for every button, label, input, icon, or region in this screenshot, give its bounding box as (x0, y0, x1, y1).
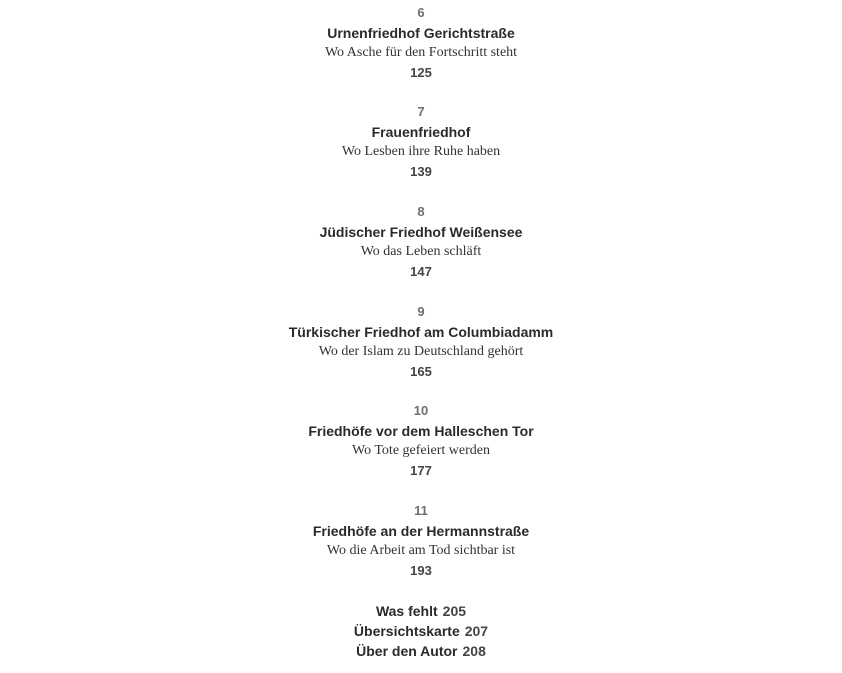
chapter-number: 10 (413, 403, 429, 418)
chapter-title: Urnenfriedhof Gerichtstraße (327, 25, 515, 41)
chapter-number: 9 (417, 304, 425, 319)
chapter-page-number: 147 (410, 264, 432, 279)
entry-page-number: 207 (464, 623, 489, 639)
chapter-title: Jüdischer Friedhof Weißensee (319, 224, 523, 240)
entry-label: Übersichtskarte (353, 623, 460, 639)
chapter-subtitle: Wo das Leben schläft (360, 244, 482, 259)
chapter-subtitle: Wo der Islam zu Deutschland gehört (318, 344, 524, 359)
chapter-page-number: 165 (410, 364, 432, 379)
entry-label: Was fehlt (375, 603, 438, 619)
chapter-title: Friedhöfe an der Hermannstraße (312, 523, 530, 539)
toc-entry-uebersichtskarte[interactable] (0, 621, 842, 641)
chapter-page-number: 125 (410, 65, 432, 80)
chapter-subtitle: Wo Asche für den Fortschritt steht (324, 45, 518, 60)
toc-entry-was-fehlt[interactable] (0, 601, 842, 621)
chapter-subtitle: Wo die Arbeit am Tod sichtbar ist (326, 543, 516, 558)
chapter-page-number: 193 (410, 563, 432, 578)
chapter-subtitle: Wo Lesben ihre Ruhe haben (341, 144, 501, 159)
chapter-title: Frauenfriedhof (371, 124, 471, 140)
entry-label: Über den Autor (356, 643, 458, 659)
chapter-title: Friedhöfe vor dem Halleschen Tor (308, 423, 534, 439)
chapter-number: 7 (417, 104, 425, 119)
chapter-title: Türkischer Friedhof am Columbiadamm (288, 324, 554, 340)
chapter-number: 6 (417, 5, 425, 20)
chapter-number: 8 (417, 204, 425, 219)
chapter-page-number: 177 (410, 463, 432, 478)
chapter-page-number: 139 (410, 164, 432, 179)
toc-entry-ueber-den-autor[interactable] (0, 641, 842, 661)
entry-page-number: 208 (462, 643, 486, 659)
chapter-subtitle: Wo Tote gefeiert werden (352, 443, 490, 458)
chapter-number: 11 (414, 503, 428, 518)
entry-page-number: 205 (442, 603, 467, 619)
